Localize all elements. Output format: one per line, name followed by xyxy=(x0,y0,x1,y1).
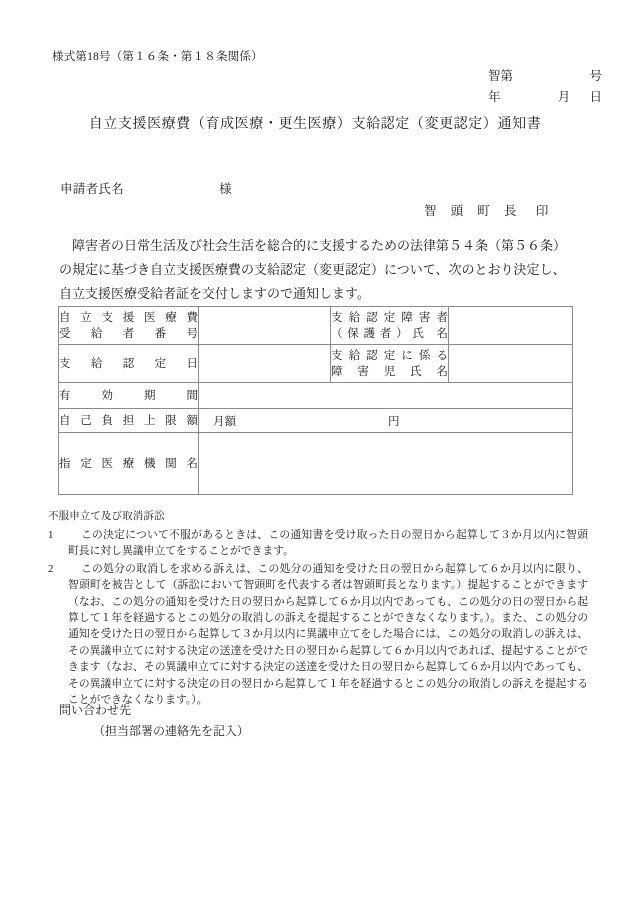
body-line-2: の規定に基づき自立支援医療費の支給認定（変更認定）について、次のとおり決定し、 xyxy=(59,262,566,277)
issue-date-year: 年 xyxy=(488,90,501,104)
self-pay-cap-field[interactable] xyxy=(199,409,573,433)
appeal-list xyxy=(48,527,588,709)
receipt-number-field[interactable] xyxy=(199,307,331,345)
receipt-number-label-line2: 受 給 者 番 号 xyxy=(59,327,198,340)
valid-period-label xyxy=(59,383,199,409)
institution-label-text: 指定医療機関名 xyxy=(59,457,198,470)
child-name-label-line2: 障 害 児 氏 名 xyxy=(331,365,448,378)
child-name-label-line1: 支給認定に係る xyxy=(331,349,448,362)
form-number: 様式第18号（第１６条・第１８条関係） xyxy=(52,51,263,63)
self-pay-cap-label xyxy=(59,409,199,433)
institution-field[interactable] xyxy=(199,433,573,495)
currency-unit-label: 円 xyxy=(388,415,400,428)
body-paragraph xyxy=(59,234,571,306)
applicant-honorific: 様 xyxy=(219,182,232,196)
appeal-item xyxy=(48,561,588,709)
recipient-name-label-line1: 支給認定障害者 xyxy=(331,311,448,324)
applicant-name-label: 申請者氏名 xyxy=(60,182,125,196)
document-title: 自立支援医療費（育成医療・更生医療）支給認定（変更認定）通知書 xyxy=(88,117,542,132)
recipient-name-label-line2: （保護者）氏 名 xyxy=(331,327,448,340)
contact-note: （担当部署の連絡先を記入） xyxy=(93,724,250,738)
applicant-row xyxy=(60,179,232,197)
body-line-1: 障害者の日常生活及び社会生活を総合的に支援するための法律第５４条（第５６条） xyxy=(72,238,567,253)
seal-mark: 印 xyxy=(535,204,554,218)
child-name-label xyxy=(331,345,449,383)
document-number-row xyxy=(488,66,602,87)
self-pay-cap-label-text: 自己負担上限額 xyxy=(59,414,198,427)
receipt-number-label-line1: 自立支援医療費 xyxy=(59,311,198,324)
issue-date-row xyxy=(488,87,602,108)
institution-label xyxy=(59,433,199,495)
appeal-item-text: この決定について不服があるときは、この通知書を受け取った日の翌日から起算して３か月以内に智頭町長に対し異議申立てをすることができます。 xyxy=(68,529,588,558)
valid-period-field[interactable] xyxy=(199,383,573,409)
approval-date-label-text: 支 給 認 定 日 xyxy=(59,357,198,370)
table-row xyxy=(59,433,573,495)
issuer-row xyxy=(424,201,554,219)
appeal-item-number: 2 xyxy=(48,562,54,575)
document-number-block xyxy=(488,66,602,108)
appeal-item-text: この処分の取消しを求める訴えは、この処分の通知を受けた日の翌日から起算して６か月以内に限り、智頭町を被告として（訴訟において智頭町を代表する者は智頭町長となります。）提起することができます（なお、この処分の通知を受けた日の翌日から起算して６か月以内であっても、この処分の日の翌日から起算して１年を経過するとこの処分の取消しの訴えを提起することができなくなります。）。また、この処分の通知を受けた日の翌日から起算して３か月以内に異議申立てをした場合には、この処分の取消しの訴えは、その異議申立てに対する決定の送達を受けた日の翌日から起算して６か月以内であれば、提起することができます（なお、その異議申立てに対する決定の送達を受けた日の翌日から起算して６か月以内であっても、その異議申立てに対する決定の日の翌日から起算して１年を経過するとこの処分の取消しの訴えを提起することができなくなります。）。 xyxy=(68,562,588,707)
document-number-value xyxy=(540,66,588,87)
contact-label: 問い合わせ先 xyxy=(59,703,132,717)
table-row xyxy=(59,409,573,433)
appeal-heading: 不服申立て及び取消訴訟 xyxy=(48,511,165,522)
monthly-amount-label: 月額 xyxy=(213,415,236,428)
issue-date-day: 日 xyxy=(589,90,602,104)
document-number-label: 智第 xyxy=(488,69,514,83)
recipient-name-field[interactable] xyxy=(449,307,573,345)
table-row xyxy=(59,307,573,345)
appeal-item xyxy=(48,527,588,560)
issue-date-month: 月 xyxy=(557,90,571,104)
self-pay-cap-inner xyxy=(199,413,572,429)
child-name-field[interactable] xyxy=(449,345,573,383)
document-number-suffix: 号 xyxy=(589,69,602,83)
approval-date-field[interactable] xyxy=(199,345,331,383)
valid-period-label-text: 有 効 期 間 xyxy=(59,389,198,402)
appeal-item-number: 1 xyxy=(48,529,54,541)
recipient-name-label xyxy=(331,307,449,345)
receipt-number-label xyxy=(59,307,199,345)
certification-table xyxy=(58,306,573,495)
issuer-name: 智 頭 町 長 xyxy=(424,204,522,218)
contact-section xyxy=(59,700,249,742)
body-line-3: 自立支援医療受給者証を交付しますので通知します。 xyxy=(59,286,370,301)
table-row xyxy=(59,345,573,383)
approval-date-label xyxy=(59,345,199,383)
table-row xyxy=(59,383,573,409)
